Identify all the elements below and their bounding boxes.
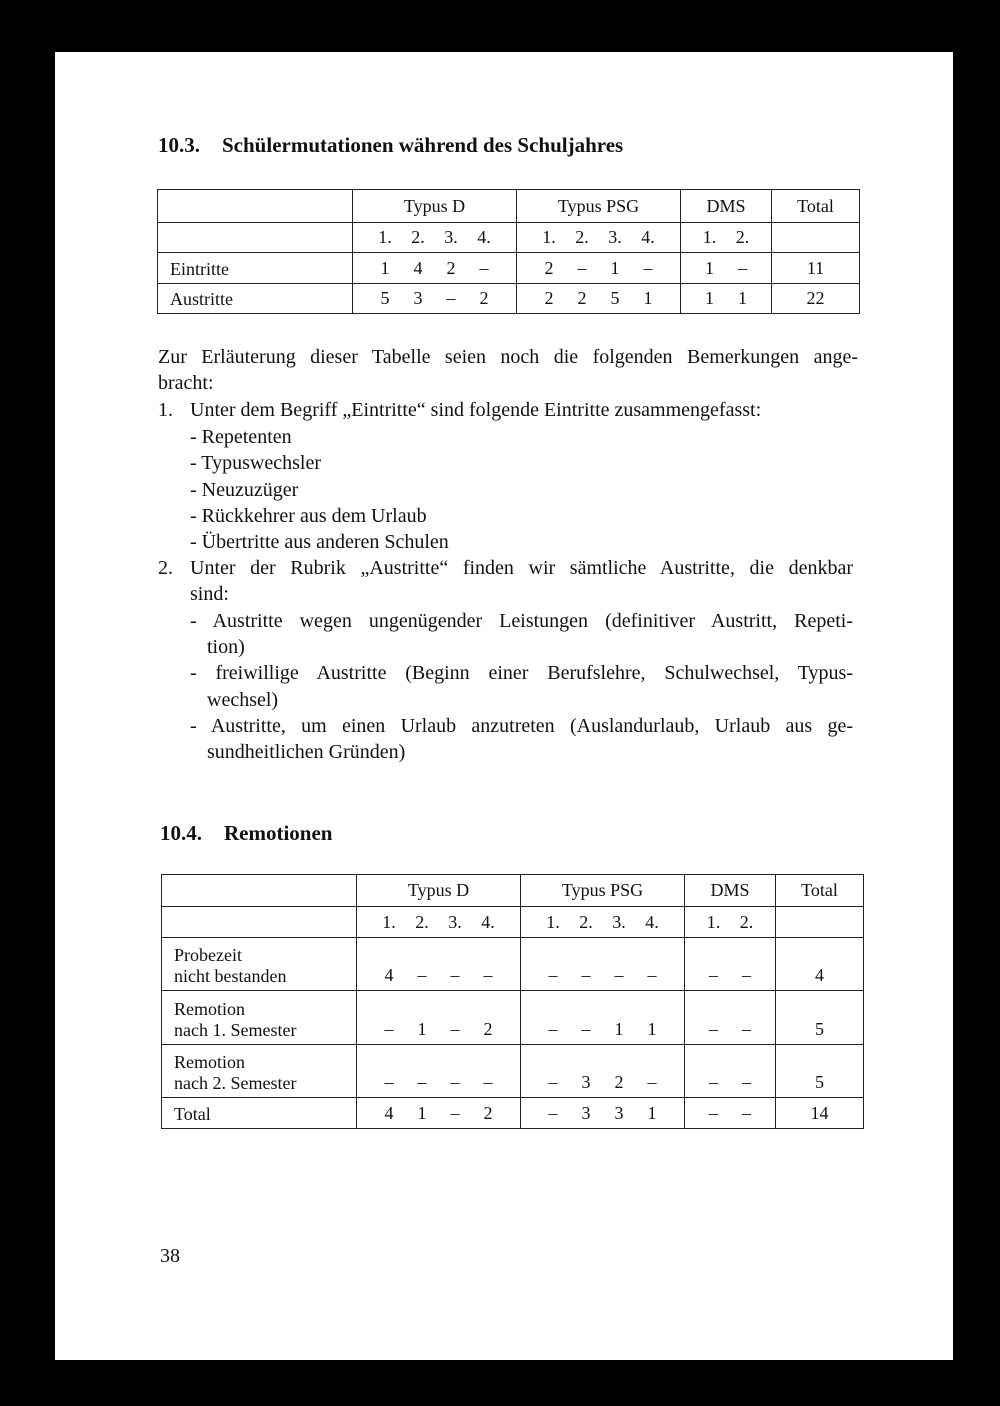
value: 1 <box>417 1019 427 1039</box>
value: – <box>450 1072 460 1092</box>
value: – <box>384 1019 394 1039</box>
year-label: 1. <box>382 912 396 932</box>
value: – <box>647 965 657 985</box>
value-group-cell <box>353 284 517 314</box>
value: – <box>581 1019 591 1039</box>
total-cell: 11 <box>772 253 860 284</box>
group-header: Typus PSG <box>517 190 681 223</box>
row-label-line: nach 2. Semester <box>174 1073 297 1093</box>
year-header-cell <box>357 907 521 938</box>
value: 5 <box>610 288 620 308</box>
list-number: 1. <box>158 399 173 421</box>
year-label: 1. <box>542 227 556 247</box>
value: 1 <box>610 258 620 278</box>
year-label: 3. <box>444 227 458 247</box>
value: – <box>738 258 747 278</box>
year-label: 3. <box>608 227 622 247</box>
subheader-row <box>162 907 864 938</box>
value: 3 <box>614 1103 624 1123</box>
student-mutations-table <box>157 189 860 314</box>
value-group-cell <box>357 1045 521 1098</box>
value-group-cell <box>357 938 521 991</box>
row-label <box>162 1098 357 1129</box>
group-header: Typus D <box>357 875 521 907</box>
remotions-table <box>161 874 864 1129</box>
value: – <box>548 1072 558 1092</box>
value: – <box>446 288 456 308</box>
sub-list-item: sundheitlichen Gründen) <box>207 741 406 763</box>
value: – <box>479 258 489 278</box>
value: 4 <box>384 965 394 985</box>
year-label: 2. <box>411 227 425 247</box>
total-cell: 22 <box>772 284 860 314</box>
value: – <box>417 1072 427 1092</box>
sub-list-item: - Rückkehrer aus dem Urlaub <box>190 505 427 527</box>
value-group-cell <box>521 991 685 1045</box>
sub-list-item: - Typuswechsler <box>190 452 321 474</box>
value-group-cell <box>685 938 776 991</box>
year-header-cell <box>772 223 860 253</box>
page-number: 38 <box>160 1245 180 1267</box>
year-label: 3. <box>612 912 626 932</box>
row-label <box>162 938 357 991</box>
group-header: Typus PSG <box>521 875 685 907</box>
value: 2 <box>483 1103 493 1123</box>
row-label-line: nach 1. Semester <box>174 1020 297 1040</box>
sub-list-item: - Repetenten <box>190 426 292 448</box>
value: – <box>483 965 493 985</box>
list-number: 2. <box>158 557 173 579</box>
value-group-cell <box>517 253 681 284</box>
value-group-cell <box>521 1045 685 1098</box>
value: 3 <box>581 1103 591 1123</box>
heading-number: 10.4. <box>160 821 202 845</box>
sub-list-item: wechsel) <box>207 689 279 711</box>
year-header-cell <box>776 907 864 938</box>
value: 2 <box>577 288 587 308</box>
table-row <box>162 938 864 991</box>
sub-list-item: - Übertritte aus anderen Schulen <box>190 531 449 553</box>
empty-cell <box>158 223 353 253</box>
value: – <box>548 1103 558 1123</box>
section-heading-10-3 <box>158 133 623 158</box>
header-row <box>162 875 864 907</box>
row-label <box>158 284 353 314</box>
empty-cell <box>158 190 353 223</box>
value-group-cell <box>685 1098 776 1129</box>
value: 1 <box>705 258 714 278</box>
value: 1 <box>738 288 747 308</box>
sub-list-item: - freiwillige Austritte (Beginn einer Berufslehre, Schulwechsel, Typus- <box>190 662 853 684</box>
value: 4 <box>413 258 423 278</box>
table-row <box>162 1098 864 1129</box>
table-row <box>158 284 860 314</box>
value-group-cell <box>685 1045 776 1098</box>
sub-list-item: tion) <box>207 636 245 658</box>
row-label-line: nicht bestanden <box>174 966 287 986</box>
value: – <box>577 258 587 278</box>
row-label-line: Remotion <box>174 999 245 1019</box>
year-label: 2. <box>739 912 754 932</box>
value: – <box>709 1103 718 1123</box>
value: – <box>548 1019 558 1039</box>
value: – <box>450 965 460 985</box>
value: 1 <box>380 258 390 278</box>
value: 2 <box>544 258 554 278</box>
table-row <box>162 1045 864 1098</box>
value: – <box>450 1019 460 1039</box>
group-header: DMS <box>681 190 772 223</box>
year-label: 2. <box>575 227 589 247</box>
value: – <box>384 1072 394 1092</box>
row-label <box>158 253 353 284</box>
value: 1 <box>647 1103 657 1123</box>
year-label: 1. <box>702 227 717 247</box>
value: 1 <box>705 288 714 308</box>
value: – <box>742 1103 751 1123</box>
value: – <box>742 1072 751 1092</box>
row-label-line: Eintritte <box>170 259 229 279</box>
year-label: 4. <box>645 912 659 932</box>
value-group-cell <box>517 284 681 314</box>
year-header-cell <box>521 907 685 938</box>
group-header: DMS <box>685 875 776 907</box>
heading-title: Remotionen <box>224 821 333 845</box>
value: 1 <box>643 288 653 308</box>
year-label: 2. <box>735 227 750 247</box>
year-label: 2. <box>579 912 593 932</box>
year-label: 4. <box>477 227 491 247</box>
group-header: Total <box>776 875 864 907</box>
sub-list-item: - Austritte, um einen Urlaub anzutreten (Auslandurlaub, Urlaub aus ge- <box>190 715 853 737</box>
total-cell: 5 <box>776 1045 864 1098</box>
year-label: 4. <box>481 912 495 932</box>
value: – <box>417 965 427 985</box>
year-label: 2. <box>415 912 429 932</box>
year-header-cell <box>681 223 772 253</box>
value-group-cell <box>353 253 517 284</box>
heading-number: 10.3. <box>158 133 200 157</box>
value: – <box>614 965 624 985</box>
sub-list-item: - Neuzuzüger <box>190 479 299 501</box>
value: – <box>742 1019 751 1039</box>
row-label <box>162 991 357 1045</box>
row-label-line: Total <box>174 1104 211 1124</box>
year-label: 1. <box>546 912 560 932</box>
header-row <box>158 190 860 223</box>
value: – <box>709 1019 718 1039</box>
value: 2 <box>479 288 489 308</box>
value: – <box>643 258 653 278</box>
remarks-line: Zur Erläuterung dieser Tabelle seien noch die folgenden Bemerkungen ange- <box>158 346 858 368</box>
value: 1 <box>417 1103 427 1123</box>
year-label: 4. <box>641 227 655 247</box>
year-label: 1. <box>378 227 392 247</box>
row-label-line: Remotion <box>174 1052 245 1072</box>
value: – <box>483 1072 493 1092</box>
value: – <box>742 965 751 985</box>
value: 1 <box>647 1019 657 1039</box>
empty-cell <box>162 875 357 907</box>
value-group-cell <box>521 1098 685 1129</box>
table-row <box>158 253 860 284</box>
value: 2 <box>483 1019 493 1039</box>
year-header-cell <box>685 907 776 938</box>
list-item: sind: <box>190 583 229 605</box>
section-heading-10-4 <box>160 821 333 846</box>
total-cell: 4 <box>776 938 864 991</box>
value-group-cell <box>521 938 685 991</box>
value: 1 <box>614 1019 624 1039</box>
value: – <box>450 1103 460 1123</box>
list-item: Unter der Rubrik „Austritte“ finden wir sämtliche Austritte, die denkbar <box>190 557 853 579</box>
value: – <box>548 965 558 985</box>
year-header-cell <box>517 223 681 253</box>
value: 2 <box>544 288 554 308</box>
value: 4 <box>384 1103 394 1123</box>
value: – <box>647 1072 657 1092</box>
value-group-cell <box>681 284 772 314</box>
value: 2 <box>614 1072 624 1092</box>
group-header: Total <box>772 190 860 223</box>
total-cell: 5 <box>776 991 864 1045</box>
value-group-cell <box>357 1098 521 1129</box>
value: 5 <box>380 288 390 308</box>
value: – <box>581 965 591 985</box>
year-header-cell <box>353 223 517 253</box>
empty-cell <box>162 907 357 938</box>
list-item: Unter dem Begriff „Eintritte“ sind folgende Eintritte zusammengefasst: <box>190 399 762 421</box>
value: 3 <box>413 288 423 308</box>
value-group-cell <box>357 991 521 1045</box>
value: – <box>709 1072 718 1092</box>
sub-list-item: - Austritte wegen ungenügender Leistungen (definitiver Austritt, Repeti- <box>190 610 853 632</box>
total-cell: 14 <box>776 1098 864 1129</box>
year-label: 3. <box>448 912 462 932</box>
heading-title: Schülermutationen während des Schuljahres <box>222 133 624 157</box>
subheader-row <box>158 223 860 253</box>
row-label-line: Probezeit <box>174 945 242 965</box>
year-label: 1. <box>706 912 721 932</box>
remarks-line: bracht: <box>158 372 214 394</box>
table-row <box>162 991 864 1045</box>
value-group-cell <box>681 253 772 284</box>
value: 2 <box>446 258 456 278</box>
value: 3 <box>581 1072 591 1092</box>
group-header: Typus D <box>353 190 517 223</box>
value-group-cell <box>685 991 776 1045</box>
value: – <box>709 965 718 985</box>
row-label <box>162 1045 357 1098</box>
row-label-line: Austritte <box>170 289 233 309</box>
